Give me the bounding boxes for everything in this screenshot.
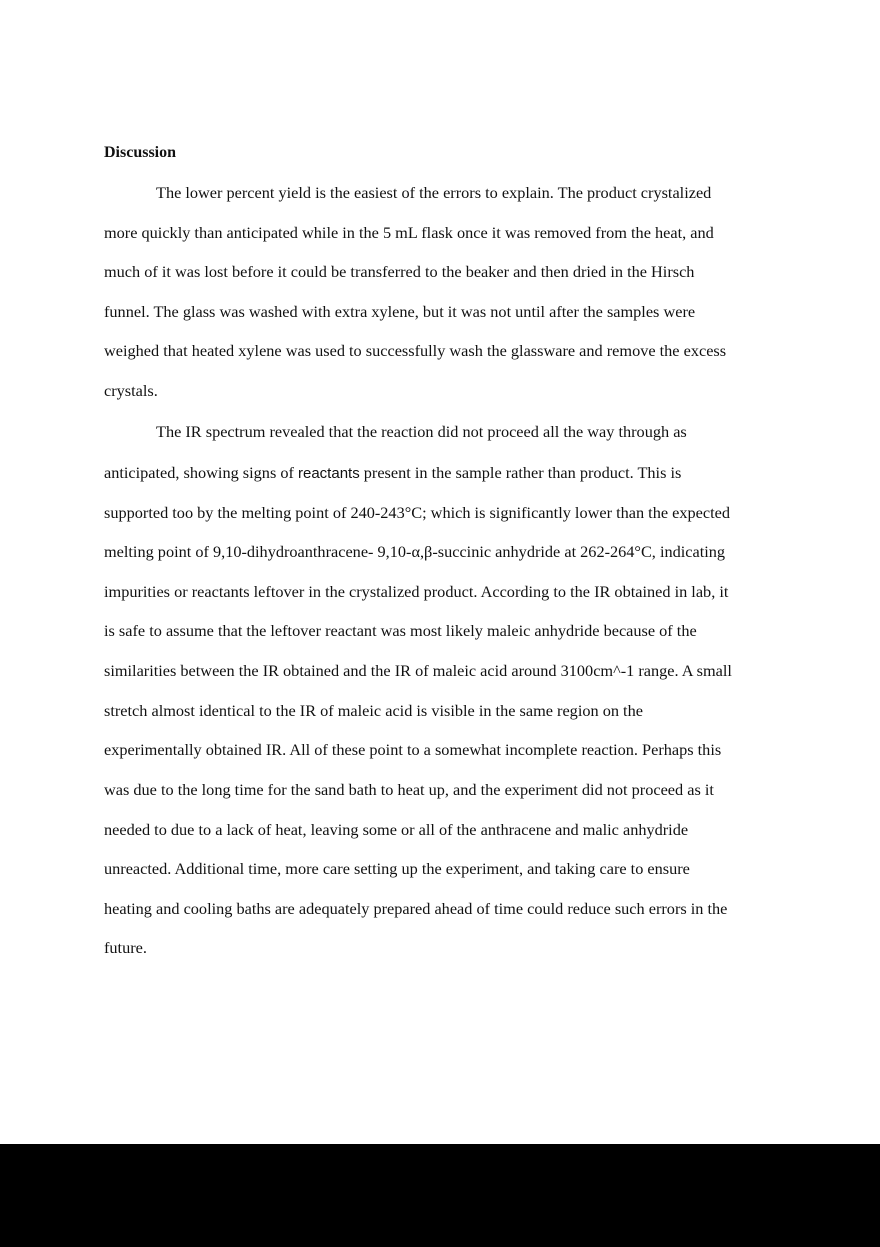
paragraph-1-line-5: weighed that heated xylene was used to successfully wash the glassware and remove the excess: [104, 341, 727, 360]
paragraph-2-line-1: The IR spectrum revealed that the reaction did not proceed all the way through as: [156, 422, 687, 441]
paragraph-2-line-3: supported too by the melting point of 240-243°C; which is significantly lower than the expected: [104, 503, 730, 522]
section-heading: Discussion: [104, 144, 177, 161]
paragraph-2-line-7: similarities between the IR obtained and the IR of maleic acid around 3100cm^-1 range. A small: [104, 661, 732, 680]
paragraph-2-line-10: was due to the long time for the sand bath to heat up, and the experiment did not proceed as it: [104, 780, 714, 799]
paragraph-1-line-4: funnel. The glass was washed with extra xylene, but it was not until after the samples were: [104, 302, 696, 321]
paragraph-2-line-4: melting point of 9,10-dihydroanthracene- 9,10-α,β-succinic anhydride at 262-264°C, indicating: [104, 542, 726, 561]
paragraph-2-line-9: experimentally obtained IR. All of these point to a somewhat incomplete reaction. Perhaps this: [104, 740, 722, 759]
paragraph-2-line-8: stretch almost identical to the IR of maleic acid is visible in the same region on the: [104, 701, 643, 720]
paragraph-2-line-5: impurities or reactants leftover in the crystalized product. According to the IR obtained in lab, it: [104, 582, 729, 601]
paragraph-1-line-2: more quickly than anticipated while in the 5 mL flask once it was removed from the heat, and: [104, 223, 714, 242]
paragraph-2-line-6: is safe to assume that the leftover reactant was most likely maleic anhydride because of the: [104, 621, 697, 640]
black-bottom-band: [0, 1144, 880, 1247]
paragraph-1-line-1: The lower percent yield is the easiest of the errors to explain. The product crystalized: [156, 183, 712, 202]
paragraph-1-line-3: much of it was lost before it could be transferred to the beaker and then dried in the Hirsch: [104, 262, 695, 281]
paragraph-2-line-12: unreacted. Additional time, more care setting up the experiment, and taking care to ensure: [104, 859, 690, 878]
paragraph-2-line-14: future.: [104, 938, 147, 957]
paragraph-1-line-6: crystals.: [104, 381, 158, 400]
paragraph-2-line-2-tail: present in the sample rather than product. This is: [359, 463, 682, 482]
paragraph-2-line-2: [104, 463, 681, 484]
reactants-word: reactants: [298, 465, 360, 482]
paragraph-2-line-11: needed to due to a lack of heat, leaving some or all of the anthracene and malic anhydride: [104, 820, 689, 839]
paragraph-2-line-13: heating and cooling baths are adequately prepared ahead of time could reduce such errors in the: [104, 899, 728, 918]
paragraph-2-line-2-head: anticipated, showing signs of: [104, 463, 298, 482]
